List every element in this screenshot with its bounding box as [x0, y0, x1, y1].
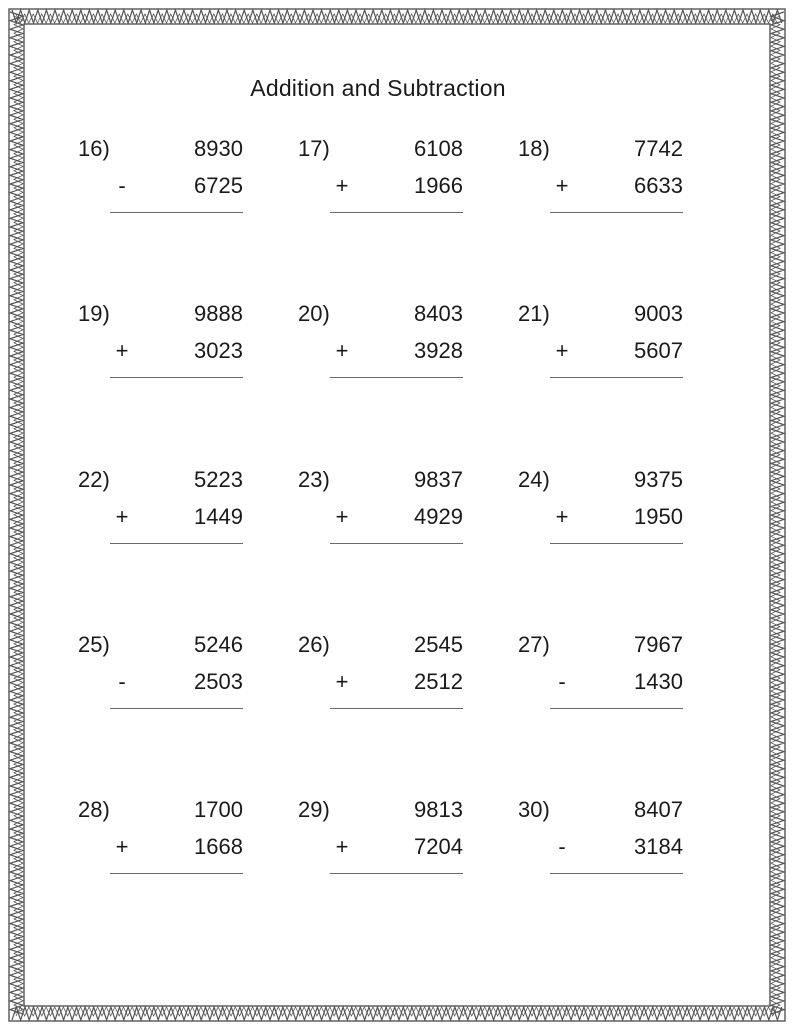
bottom-operand: 3023: [194, 338, 243, 363]
top-operand: 1700: [194, 797, 243, 822]
bottom-operand: 1950: [634, 504, 683, 529]
math-problem: [298, 467, 473, 557]
top-operand: 7967: [634, 632, 683, 657]
top-operand: 2545: [414, 632, 463, 657]
problem-number: 26): [298, 632, 330, 657]
answer-line: [550, 543, 683, 544]
bottom-operand: 6633: [634, 173, 683, 198]
bottom-operand: 7204: [414, 834, 463, 859]
answer-line: [550, 212, 683, 213]
problem-number: 17): [298, 136, 330, 161]
top-operand: 8930: [194, 136, 243, 161]
math-problem: [298, 797, 473, 887]
bottom-operand: 1430: [634, 669, 683, 694]
math-problem: [78, 632, 253, 722]
operator-sign: +: [335, 834, 349, 859]
math-problem: [518, 136, 693, 226]
answer-line: [110, 377, 243, 378]
answer-line: [330, 377, 463, 378]
top-operand: 9888: [194, 301, 243, 326]
math-problem: [298, 632, 473, 722]
bottom-operand: 4929: [414, 504, 463, 529]
operator-sign: +: [115, 504, 129, 529]
bottom-operand: 6725: [194, 173, 243, 198]
operator-sign: +: [555, 173, 569, 198]
top-operand: 9375: [634, 467, 683, 492]
top-operand: 9003: [634, 301, 683, 326]
answer-line: [330, 873, 463, 874]
math-problem: [298, 136, 473, 226]
worksheet-title: Addition and Subtraction: [250, 75, 506, 101]
problem-number: 25): [78, 632, 110, 657]
problem-number: 21): [518, 301, 550, 326]
operator-sign: +: [335, 173, 349, 198]
problem-number: 29): [298, 797, 330, 822]
answer-line: [110, 543, 243, 544]
problem-number: 27): [518, 632, 550, 657]
operator-sign: +: [555, 504, 569, 529]
operator-sign: +: [335, 338, 349, 363]
top-operand: 7742: [634, 136, 683, 161]
problem-number: 23): [298, 467, 330, 492]
operator-sign: +: [335, 504, 349, 529]
math-problem: [78, 301, 253, 391]
math-problem: [78, 136, 253, 226]
bottom-operand: 2512: [414, 669, 463, 694]
bottom-operand: 1449: [194, 504, 243, 529]
math-problem: [78, 797, 253, 887]
operator-sign: -: [558, 834, 566, 859]
problem-number: 22): [78, 467, 110, 492]
top-operand: 6108: [414, 136, 463, 161]
bottom-operand: 2503: [194, 669, 243, 694]
bottom-operand: 5607: [634, 338, 683, 363]
operator-sign: +: [115, 834, 129, 859]
bottom-operand: 1668: [194, 834, 243, 859]
operator-sign: +: [115, 338, 129, 363]
top-operand: 5246: [194, 632, 243, 657]
answer-line: [330, 212, 463, 213]
math-problem: [518, 632, 693, 722]
top-operand: 5223: [194, 467, 243, 492]
problem-number: 28): [78, 797, 110, 822]
problem-number: 16): [78, 136, 110, 161]
bottom-operand: 3928: [414, 338, 463, 363]
math-problem: [78, 467, 253, 557]
operator-sign: +: [335, 669, 349, 694]
operator-sign: +: [555, 338, 569, 363]
answer-line: [550, 708, 683, 709]
problem-number: 20): [298, 301, 330, 326]
math-problem: [518, 797, 693, 887]
answer-line: [550, 873, 683, 874]
operator-sign: -: [558, 669, 566, 694]
answer-line: [550, 377, 683, 378]
math-problem: [518, 301, 693, 391]
math-problem: [518, 467, 693, 557]
top-operand: 9837: [414, 467, 463, 492]
operator-sign: -: [118, 173, 126, 198]
problem-number: 19): [78, 301, 110, 326]
bottom-operand: 3184: [634, 834, 683, 859]
answer-line: [110, 212, 243, 213]
problem-number: 30): [518, 797, 550, 822]
top-operand: 9813: [414, 797, 463, 822]
answer-line: [330, 708, 463, 709]
operator-sign: -: [118, 669, 126, 694]
bottom-operand: 1966: [414, 173, 463, 198]
math-problem: [298, 301, 473, 391]
top-operand: 8407: [634, 797, 683, 822]
answer-line: [110, 708, 243, 709]
answer-line: [330, 543, 463, 544]
answer-line: [110, 873, 243, 874]
top-operand: 8403: [414, 301, 463, 326]
problem-number: 24): [518, 467, 550, 492]
problem-number: 18): [518, 136, 550, 161]
